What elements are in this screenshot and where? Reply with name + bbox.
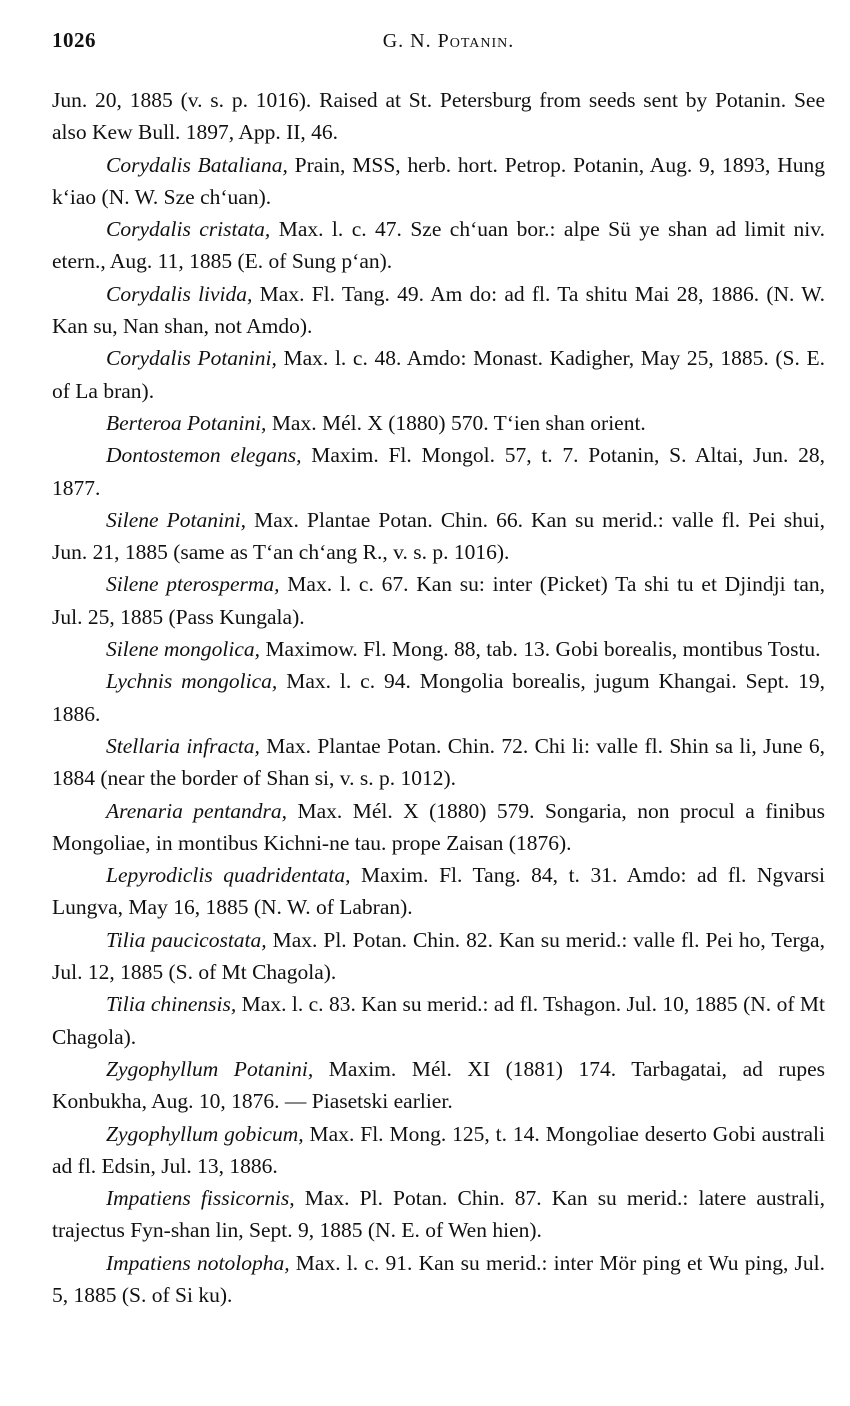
species-name: Corydalis Potanini, <box>106 346 277 371</box>
species-name: Zygophyllum gobicum, <box>106 1121 304 1146</box>
species-citation: Max. l. c. 67. Kan su: inter (Picket) Ta shi tu et Djindji tan, Jul. 25, 1885 (Pass Kungala). <box>52 572 825 629</box>
species-name: Tilia paucicostata, <box>106 927 267 952</box>
body-text <box>52 84 825 1311</box>
species-name: Corydalis cristata, <box>106 217 271 242</box>
species-entry <box>52 1247 825 1312</box>
species-name: Silene Potanini, <box>106 507 247 532</box>
species-name: Corydalis Bataliana, <box>106 152 288 177</box>
species-entry <box>52 504 825 569</box>
species-entry <box>52 213 825 278</box>
species-name: Tilia chinensis, <box>106 992 237 1017</box>
species-entry <box>52 988 825 1053</box>
species-entry <box>52 1118 825 1183</box>
species-entry <box>52 730 825 795</box>
species-citation: Max. Fl. Tang. 49. Am do: ad fl. Ta shitu Mai 28, 1886. (N. W. Kan su, Nan shan, not Amdo). <box>52 281 825 339</box>
species-entry <box>52 149 825 214</box>
species-name: Corydalis livida, <box>106 281 253 306</box>
species-citation: Max. Pl. Potan. Chin. 82. Kan su merid.: valle fl. Pei ho, Terga, Jul. 12, 1885 (S. of Mt Chagola). <box>52 927 825 985</box>
species-citation: Maximow. Fl. Mong. 88, tab. 13. Gobi borealis, montibus Tostu. <box>260 637 821 662</box>
species-citation: Max. Pl. Potan. Chin. 87. Kan su merid.: latere australi, trajectus Fyn-shan lin, Sept. 9, 1885 (N. E. of Wen hien). <box>52 1186 825 1243</box>
species-name: Silene pterosperma, <box>106 572 280 597</box>
species-citation: Max. Fl. Mong. 125, t. 14. Mongoliae deserto Gobi australi ad fl. Edsin, Jul. 13, 1886. <box>52 1121 825 1178</box>
species-citation: Maxim. Fl. Mongol. 57, t. 7. Potanin, S. Altai, Jun. 28, 1877. <box>52 443 825 500</box>
running-head <box>52 30 825 53</box>
species-entry <box>52 665 825 730</box>
species-citation: Max. l. c. 47. Sze chʻuan bor.: alpe Sü ye shan ad limit niv. etern., Aug. 11, 1885 (E. of Sung pʻan). <box>52 217 825 274</box>
running-head-text: G. N. Potanin. <box>382 30 515 52</box>
species-citation: Max. Plantae Potan. Chin. 66. Kan su merid.: valle fl. Pei shui, Jun. 21, 1885 (same as Tʻan chʻang R., v. s. p. 1016). <box>52 507 825 565</box>
species-citation: Prain, MSS, herb. hort. Petrop. Potanin, Aug. 9, 1893, Hung kʻiao (N. W. Sze chʻuan). <box>52 152 825 209</box>
species-entry <box>52 633 825 665</box>
species-entry <box>52 278 825 343</box>
species-citation: Max. Mél. X (1880) 570. Tʻien shan orient. <box>266 410 646 435</box>
species-entry <box>52 1182 825 1247</box>
species-name: Impatiens notolopha, <box>106 1250 290 1275</box>
species-name: Lepyrodiclis quadridentata, <box>106 863 351 888</box>
species-citation: Maxim. Mél. XI (1881) 174. Tarbagatai, ad rupes Konbukha, Aug. 10, 1876. — Piasetski earlier. <box>52 1056 825 1114</box>
page-header <box>52 22 825 68</box>
species-name: Impatiens fissicornis, <box>106 1186 295 1211</box>
species-citation: Max. l. c. 83. Kan su merid.: ad fl. Tshagon. Jul. 10, 1885 (N. of Mt Chagola). <box>52 992 825 1049</box>
species-entry <box>52 795 825 860</box>
species-name: Stellaria infracta, <box>106 733 260 758</box>
species-entry <box>52 342 825 407</box>
species-entries <box>52 149 825 1312</box>
species-name: Berteroa Potanini, <box>106 410 267 435</box>
species-citation: Max. Mél. X (1880) 579. Songaria, non procul a finibus Mongoliae, in montibus Kichni-ne tau. prope Zaisan (1876). <box>52 798 825 855</box>
species-entry <box>52 924 825 989</box>
species-entry <box>52 407 825 439</box>
species-entry <box>52 439 825 504</box>
species-citation: Max. Plantae Potan. Chin. 72. Chi li: valle fl. Shin sa li, June 6, 1884 (near the border of Shan si, v. s. p. 1012). <box>52 733 826 791</box>
species-name: Lychnis mongolica, <box>106 669 278 694</box>
species-name: Arenaria pentandra, <box>106 798 288 823</box>
species-entry <box>52 568 825 633</box>
species-citation: Max. l. c. 48. Amdo: Monast. Kadigher, May 25, 1885. (S. E. of La bran). <box>52 346 825 403</box>
page-number: 1026 <box>52 28 96 52</box>
species-citation: Max. l. c. 94. Mongolia borealis, jugum Khangai. Sept. 19, 1886. <box>52 669 825 726</box>
species-entry <box>52 1053 825 1118</box>
intro-paragraph: Jun. 20, 1885 (v. s. p. 1016). Raised at St. Petersburg from seeds sent by Potanin. See also Kew Bull. 1897, App. II, 46. <box>52 88 825 145</box>
species-name: Zygophyllum Potanini, <box>106 1056 314 1081</box>
species-entry <box>52 859 825 924</box>
species-citation: Max. l. c. 91. Kan su merid.: inter Mör ping et Wu ping, Jul. 5, 1885 (S. of Si ku). <box>52 1250 825 1307</box>
species-citation: Maxim. Fl. Tang. 84, t. 31. Amdo: ad fl. Ngvarsi Lungva, May 16, 1885 (N. W. of Labran). <box>52 863 825 920</box>
species-name: Dontostemon elegans, <box>106 443 302 468</box>
species-name: Silene mongolica, <box>106 637 261 662</box>
